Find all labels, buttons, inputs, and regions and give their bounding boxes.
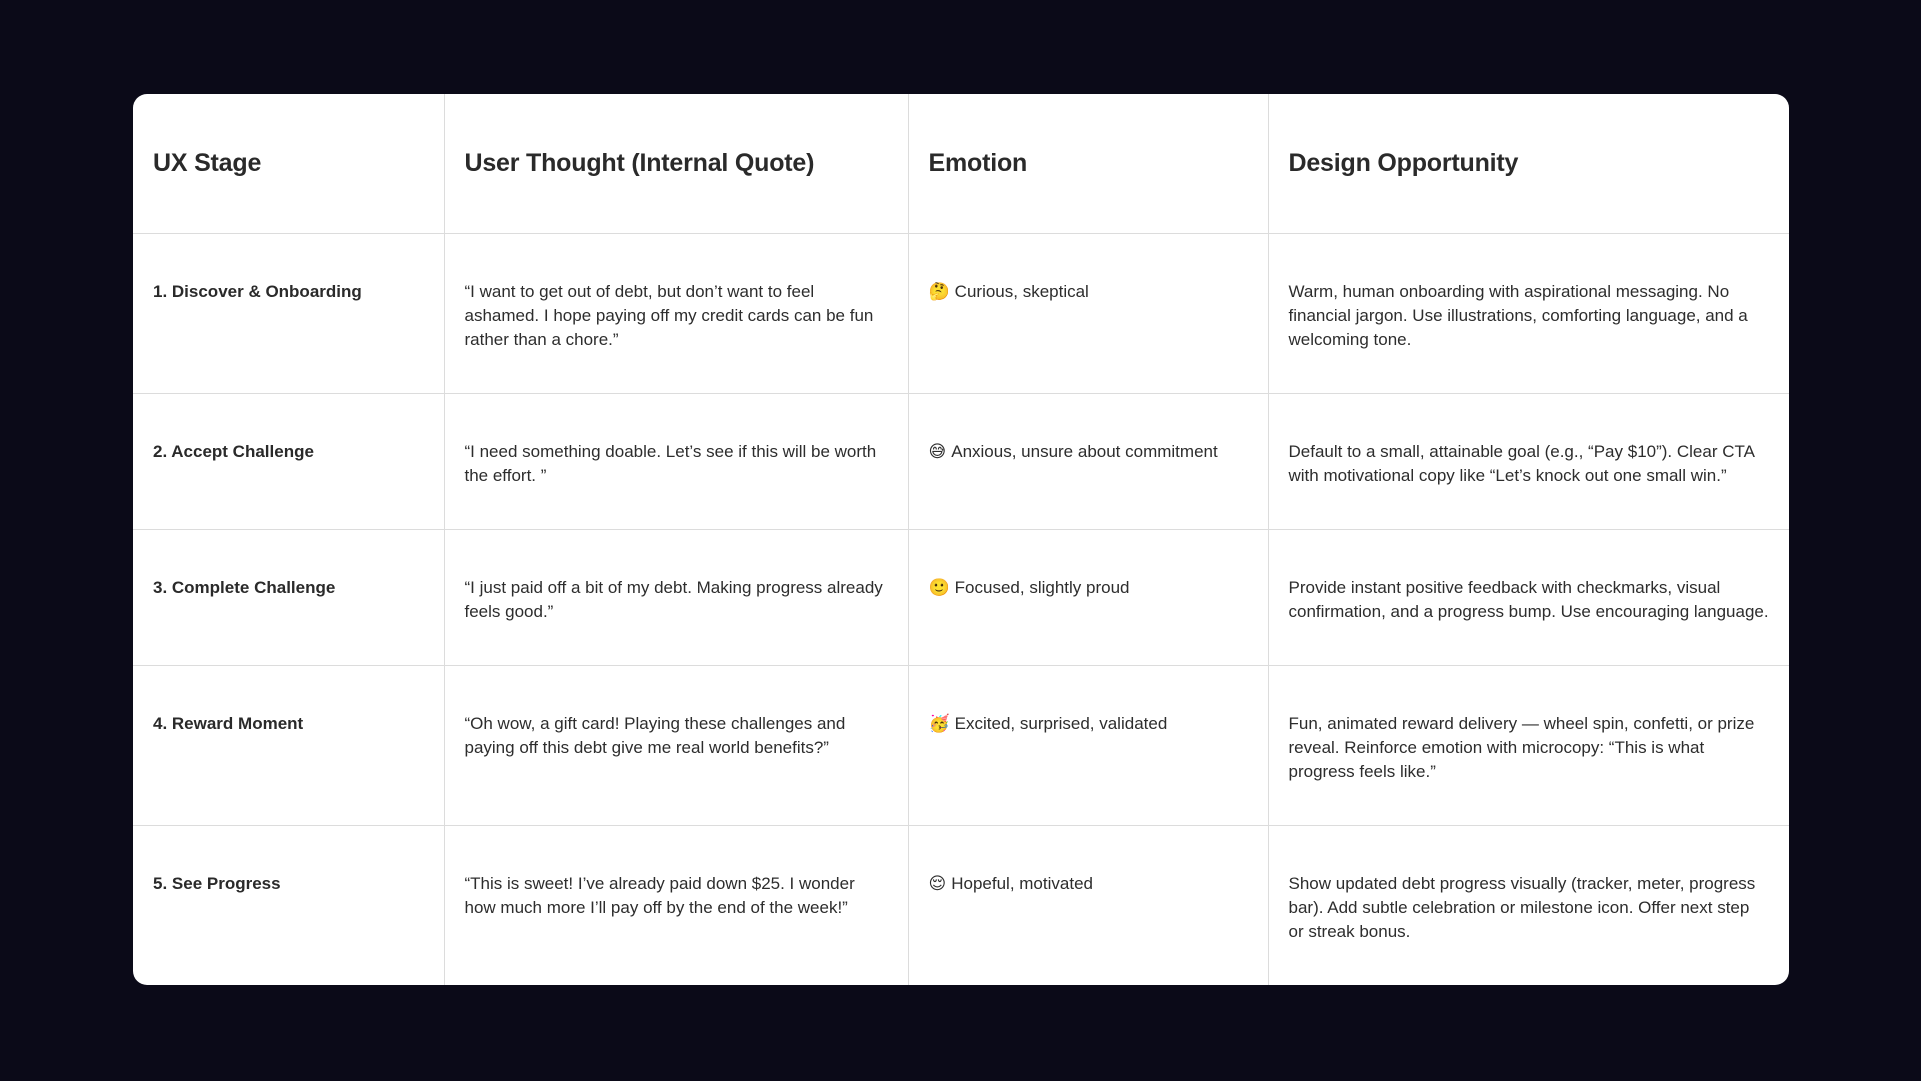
table-row bbox=[133, 665, 1789, 825]
emotion-text: Curious, skeptical bbox=[954, 281, 1089, 301]
stage-cell: 2. Accept Challenge bbox=[133, 393, 444, 529]
table-row bbox=[133, 393, 1789, 529]
opportunity-cell: Provide instant positive feedback with checkmarks, visual confirmation, and a progress bump. Use encouraging language. bbox=[1268, 529, 1789, 665]
grinning-sweat-emoji-icon: 😅 bbox=[928, 441, 947, 462]
header-ux-stage: UX Stage bbox=[133, 94, 444, 233]
thought-cell: “This is sweet! I’ve already paid down $25. I wonder how much more I’ll pay off by the end of the week!” bbox=[444, 825, 908, 985]
header-user-thought: User Thought (Internal Quote) bbox=[444, 94, 908, 233]
thought-cell: “I want to get out of debt, but don’t want to feel ashamed. I hope paying off my credit cards can be fun rather than a chore.” bbox=[444, 233, 908, 393]
table-row bbox=[133, 233, 1789, 393]
thinking-face-emoji-icon: 🤔 bbox=[928, 281, 950, 302]
slightly-smiling-emoji-icon: 🙂 bbox=[928, 577, 950, 598]
thought-cell: “I just paid off a bit of my debt. Making progress already feels good.” bbox=[444, 529, 908, 665]
emotion-cell bbox=[908, 529, 1268, 665]
emotion-cell bbox=[908, 665, 1268, 825]
emotion-text: Anxious, unsure about commitment bbox=[951, 441, 1218, 461]
party-face-emoji-icon: 🥳 bbox=[928, 713, 950, 734]
emotion-text: Focused, slightly proud bbox=[954, 577, 1130, 597]
table-header-row bbox=[133, 94, 1789, 233]
emotion-cell bbox=[908, 233, 1268, 393]
opportunity-cell: Fun, animated reward delivery — wheel spin, confetti, or prize reveal. Reinforce emotion with microcopy: “This is what progress feels like.” bbox=[1268, 665, 1789, 825]
stage-cell: 4. Reward Moment bbox=[133, 665, 444, 825]
table-row bbox=[133, 825, 1789, 985]
thought-cell: “I need something doable. Let’s see if this will be worth the effort. ” bbox=[444, 393, 908, 529]
emotion-cell bbox=[908, 393, 1268, 529]
emotion-text: Excited, surprised, validated bbox=[954, 713, 1168, 733]
relieved-face-emoji-icon: 😌 bbox=[928, 873, 947, 894]
journey-map-card bbox=[133, 94, 1789, 985]
stage-cell: 1. Discover & Onboarding bbox=[133, 233, 444, 393]
thought-cell: “Oh wow, a gift card! Playing these challenges and paying off this debt give me real world benefits?” bbox=[444, 665, 908, 825]
ux-journey-table bbox=[133, 94, 1789, 985]
opportunity-cell: Default to a small, attainable goal (e.g., “Pay $10”). Clear CTA with motivational copy like “Let’s knock out one small win.” bbox=[1268, 393, 1789, 529]
opportunity-cell: Warm, human onboarding with aspirational messaging. No financial jargon. Use illustrations, comforting language, and a welcoming tone. bbox=[1268, 233, 1789, 393]
table-row bbox=[133, 529, 1789, 665]
emotion-text: Hopeful, motivated bbox=[951, 873, 1093, 893]
opportunity-cell: Show updated debt progress visually (tracker, meter, progress bar). Add subtle celebration or milestone icon. Offer next step or streak bonus. bbox=[1288, 873, 1756, 941]
stage-cell: 5. See Progress bbox=[133, 825, 444, 985]
header-design-opportunity: Design Opportunity bbox=[1268, 94, 1789, 233]
stage-cell: 3. Complete Challenge bbox=[133, 529, 444, 665]
header-emotion: Emotion bbox=[908, 94, 1268, 233]
emotion-cell bbox=[908, 825, 1268, 985]
